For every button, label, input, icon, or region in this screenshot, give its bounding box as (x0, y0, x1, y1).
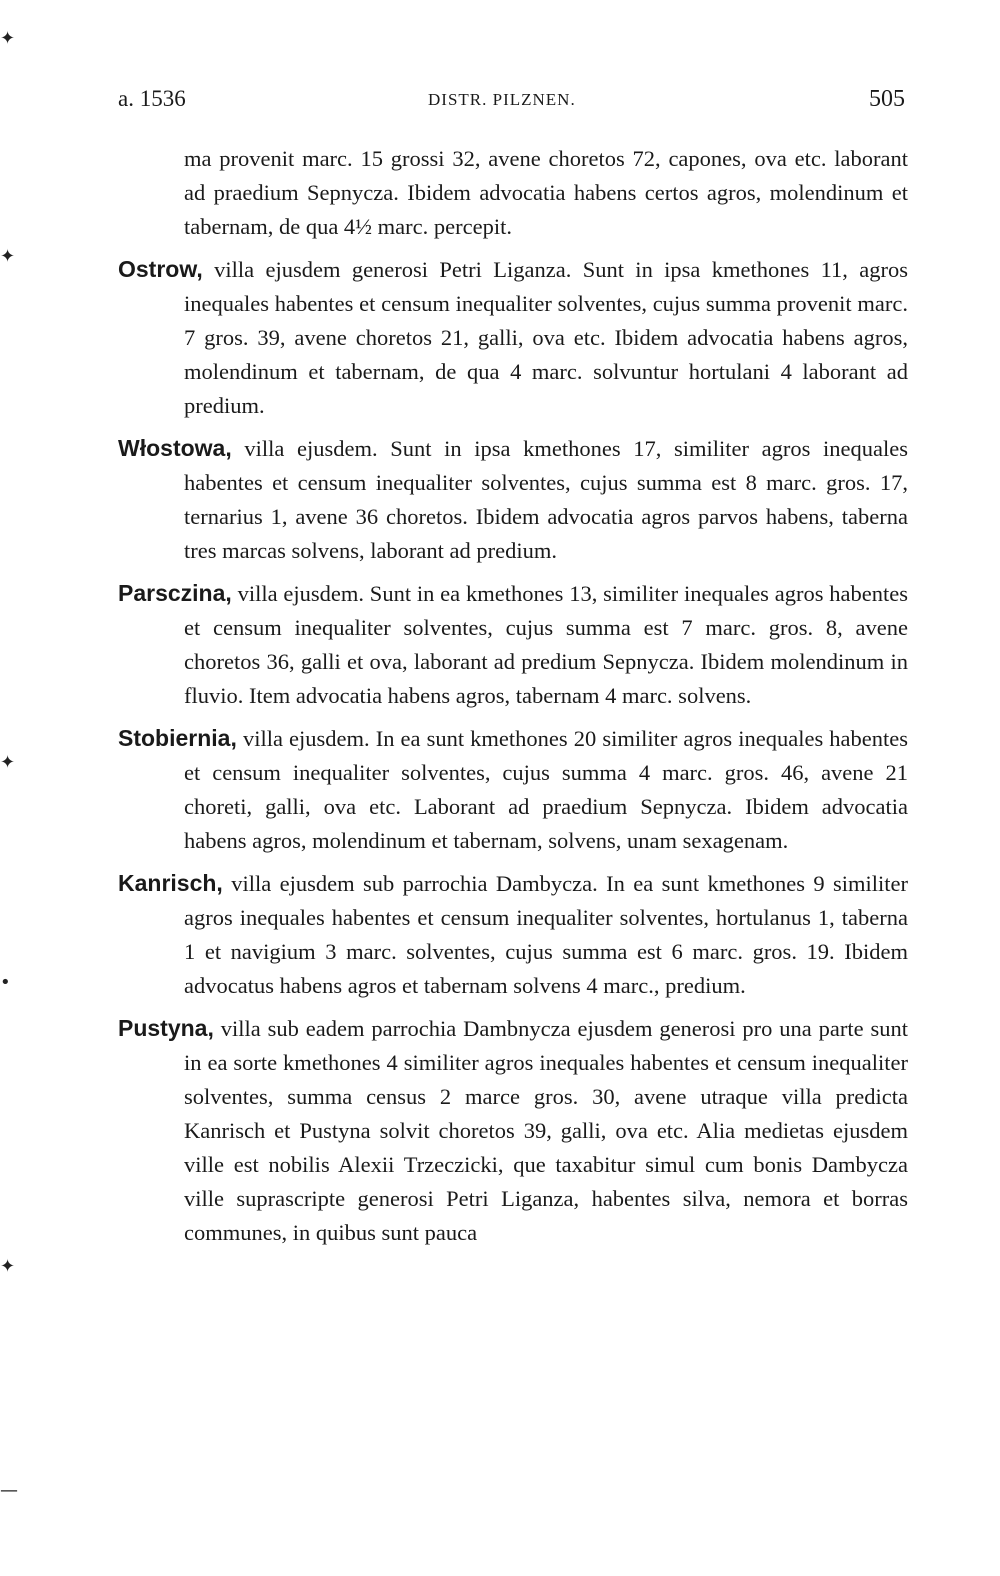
page-body (118, 142, 908, 1258)
margin-mark: ✦ (0, 246, 16, 267)
entry-paragraph (118, 1011, 908, 1250)
entry-name: Włostowa, (118, 435, 232, 461)
margin-mark: • (0, 972, 11, 993)
entry-name: Pustyna, (118, 1015, 214, 1041)
margin-mark: ✦ (0, 1256, 16, 1277)
header-district: DISTR. PILZNEN. (428, 90, 576, 109)
entry-paragraph (118, 721, 908, 858)
page-number: 505 (869, 86, 905, 112)
margin-mark: ✦ (0, 752, 16, 773)
entry-paragraph (118, 866, 908, 1003)
entry-text: villa ejusdem generosi Petri Liganza. Sunt in ipsa kmethones 11, agros inequales habentes et censum inequaliter solventes, cujus summa provenit marc. 7 gros. 39, avene choretos 21, galli, ova etc. Ibidem advocatia habens agros, molendinum et tabernam, de qua 4 marc. solvuntur hortulani 4 laborant ad predium. (184, 257, 908, 418)
entry-text: villa sub eadem parrochia Dambnycza ejusdem generosi pro una parte sunt in ea sorte kmethones 4 similiter agros inequales habentes et censum inequaliter solventes, summa census 2 marce gros. 30, avene utraque villa predicta Kanrisch et Pustyna solvit choretos 39, galli, ova etc. Alia medietas ejusdem ville est nobilis Alexii Trzeczicki, que taxabitur simul cum bonis Dambycza ville suprascripte generosi Petri Liganza, habentes silva, nemora et borras communes, in quibus sunt pauca (184, 1016, 908, 1245)
margin-mark: — (0, 1480, 18, 1501)
entry-paragraph (118, 431, 908, 568)
entry-name: Parsczina, (118, 580, 232, 606)
entry-text: villa ejusdem. In ea sunt kmethones 20 similiter agros inequales habentes et censum inequaliter solventes, cujus summa 4 marc. gros. 46, avene 21 choreti, galli, ova etc. Laborant ad praedium Sepnycza. Ibidem advocatia habens agros, molendinum et tabernam, solvens, unam sexagenam. (184, 726, 908, 853)
entry-text: villa ejusdem. Sunt in ea kmethones 13, similiter inequales agros habentes et censum inequaliter solventes, cujus summa est 7 marc. gros. 8, avene choretos 36, galli et ova, laborant ad predium Sepnycza. Ibidem molendinum in fluvio. Item advocatia habens agros, tabernam 4 marc. solvens. (184, 581, 908, 708)
running-header (118, 86, 905, 120)
header-year: a. 1536 (118, 86, 186, 111)
entry-paragraph (118, 576, 908, 713)
entry-text: villa ejusdem. Sunt in ipsa kmethones 17, similiter agros inequales habentes et censum inequaliter solventes, cujus summa est 8 marc. gros. 17, ternarius 1, avene 36 choretos. Ibidem advocatia agros parvos habens, taberna tres marcas solvens, laborant ad predium. (184, 436, 908, 563)
entry-name: Kanrisch, (118, 870, 223, 896)
entry-name: Stobiernia, (118, 725, 237, 751)
entry-name: Ostrow, (118, 256, 203, 282)
margin-mark: ✦ (0, 28, 16, 49)
intro-paragraph: ma provenit marc. 15 grossi 32, avene choretos 72, capones, ova etc. laborant ad praedium Sepnycza. Ibidem advocatia habens certos agros, molendinum et tabernam, de qua 4½ marc. percepit. (184, 146, 908, 239)
entry-paragraph (118, 252, 908, 423)
entry-text: villa ejusdem sub parrochia Dambycza. In ea sunt kmethones 9 similiter agros inequales habentes et censum inequaliter solventes, hortulanus 1, taberna 1 et navigium 3 marc. solventes, cujus summa est 6 marc. gros. 19. Ibidem advocatus habens agros et tabernam solvens 4 marc., predium. (184, 871, 908, 998)
